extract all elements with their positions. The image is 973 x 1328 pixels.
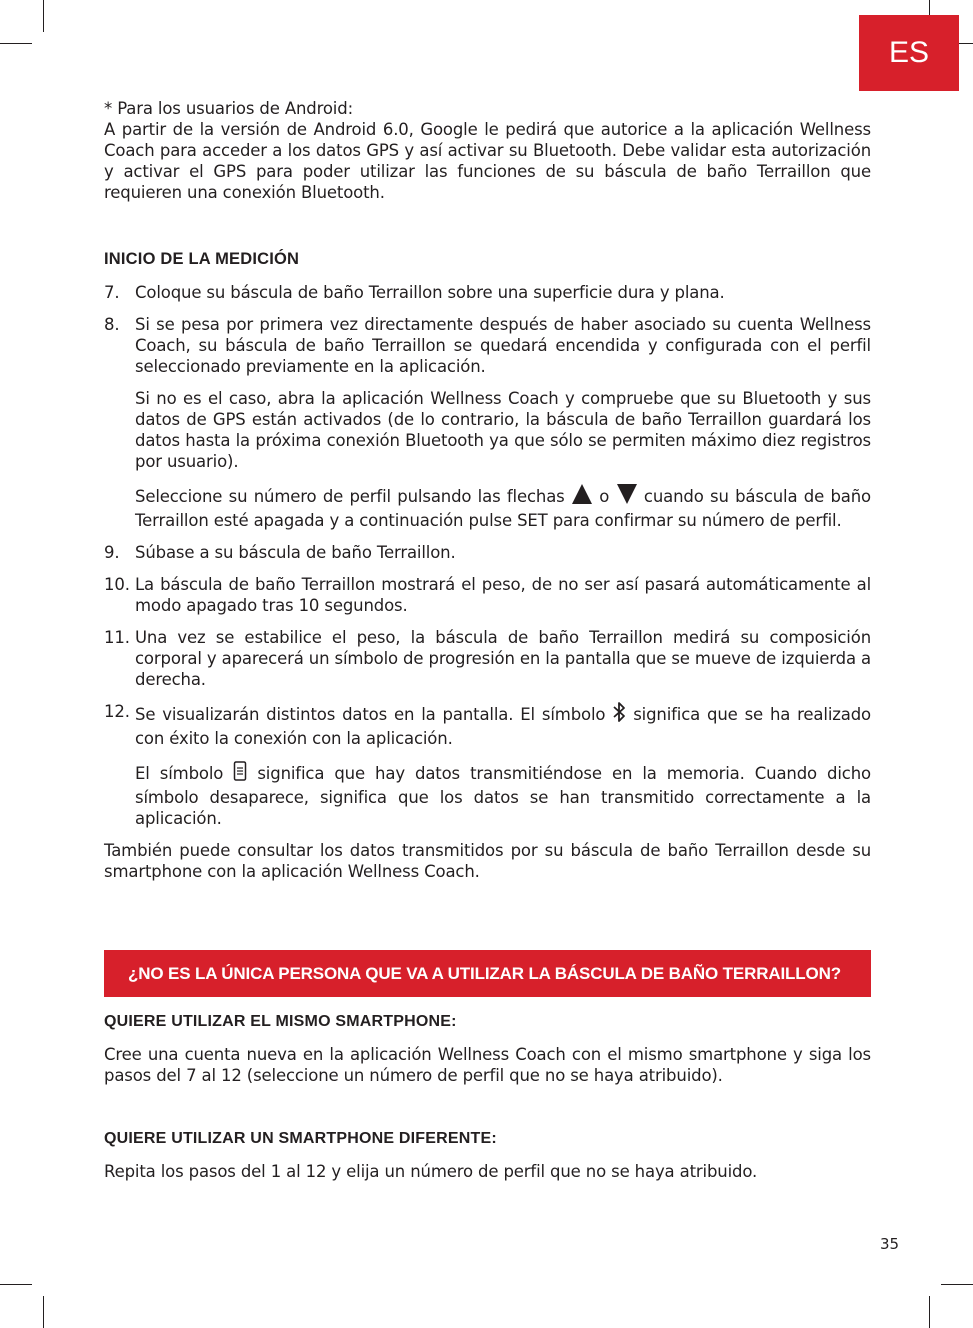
step-number: 10. xyxy=(104,575,130,594)
step-11 xyxy=(104,627,871,690)
same-phone-heading: QUIERE UTILIZAR EL MISMO SMARTPHONE: xyxy=(104,1013,457,1030)
crop-mark xyxy=(0,43,32,44)
step-number: 9. xyxy=(104,543,120,562)
crop-mark xyxy=(929,1296,930,1328)
closing-text: También puede consultar los datos transmitidos por su báscula de baño Terraillon desde su smartphone con la aplicación Wellness Coach. xyxy=(104,841,871,881)
step-text: Una vez se estabilice el peso, la báscula de baño Terraillon medirá su composición corporal y aparecerá un símbolo de progresión en la pantalla que se mueve de izquierda a derecha. xyxy=(135,628,871,689)
android-note-title: * Para los usuarios de Android: xyxy=(104,99,353,118)
step-number: 12. xyxy=(104,702,130,721)
different-phone-heading: QUIERE UTILIZAR UN SMARTPHONE DIFERENTE: xyxy=(104,1130,497,1147)
crop-mark xyxy=(941,1284,973,1285)
step-text: La báscula de baño Terraillon mostrará el peso, de no ser así pasará automáticamente al modo apagado tras 10 segundos. xyxy=(135,575,871,615)
step-12-note: El símbolo significa que hay datos transmitiéndose en la memoria. Cuando dicho símbolo desaparece, significa que los datos se han transmitido correctamente a la aplicación. xyxy=(135,760,871,829)
steps-list xyxy=(104,282,871,829)
step-10 xyxy=(104,574,871,616)
step-number: 7. xyxy=(104,283,120,302)
arrow-down-icon xyxy=(616,483,638,510)
step-8-profile-note: Seleccione su número de perfil pulsando las flechas o cuando su báscula de baño Terraillon esté apagada y a continuación pulse SET para confirmar su número de perfil. xyxy=(135,483,871,531)
section-heading: INICIO DE LA MEDICIÓN xyxy=(104,250,300,268)
step-number: 11. xyxy=(104,628,130,647)
step-number: 8. xyxy=(104,315,120,334)
page-number: 35 xyxy=(880,1235,900,1253)
step-text: Si se pesa por primera vez directamente después de haber asociado su cuenta Wellness Coach, su báscula de baño Terraillon se quedará encendida y configurada con el perfil seleccionado previamente en la aplicación. xyxy=(135,315,871,376)
section-banner: ¿NO ES LA ÚNICA PERSONA QUE VA A UTILIZAR LA BÁSCULA DE BAÑO TERRAILLON? xyxy=(104,950,871,997)
crop-mark xyxy=(43,0,44,32)
step-8-note: Si no es el caso, abra la aplicación Wellness Coach y compruebe que su Bluetooth y sus datos de GPS están activados (de lo contrario, la báscula de baño Terraillon guardará los datos hasta la próxima conexión Bluetooth ya que sólo se permiten máximo diez registros por usuario). xyxy=(135,389,871,471)
same-phone-text: Cree una cuenta nueva en la aplicación Wellness Coach con el mismo smartphone y siga los pasos del 7 al 12 (seleccione un número de perfil que no se haya atribuido). xyxy=(104,1045,871,1085)
android-note-body: A partir de la versión de Android 6.0, Google le pedirá que autorice a la aplicación Wellness Coach para acceder a los datos GPS y así activar su Bluetooth. Debe validar esta autorización y activar el GPS para poder utilizar las funciones de su báscula de baño Terraillon que requieren una conexión Bluetooth. xyxy=(104,120,871,202)
step-text: Coloque su báscula de baño Terraillon sobre una superficie dura y plana. xyxy=(135,283,725,302)
memory-icon xyxy=(233,760,247,787)
step-text: Se visualizarán distintos datos en la pantalla. El símbolo significa que se ha realizado con éxito la conexión con la aplicación. xyxy=(135,701,871,749)
arrow-up-icon xyxy=(571,483,593,510)
page-content xyxy=(104,98,871,1182)
step-7 xyxy=(104,282,871,303)
step-12 xyxy=(104,701,871,829)
step-text: Súbase a su báscula de baño Terraillon. xyxy=(135,543,456,562)
crop-mark xyxy=(0,1284,32,1285)
different-phone-text: Repita los pasos del 1 al 12 y elija un número de perfil que no se haya atribuido. xyxy=(104,1162,758,1181)
step-9 xyxy=(104,542,871,563)
step-8 xyxy=(104,314,871,531)
bluetooth-icon xyxy=(612,701,626,728)
crop-mark xyxy=(43,1296,44,1328)
language-tab: ES xyxy=(859,15,959,91)
